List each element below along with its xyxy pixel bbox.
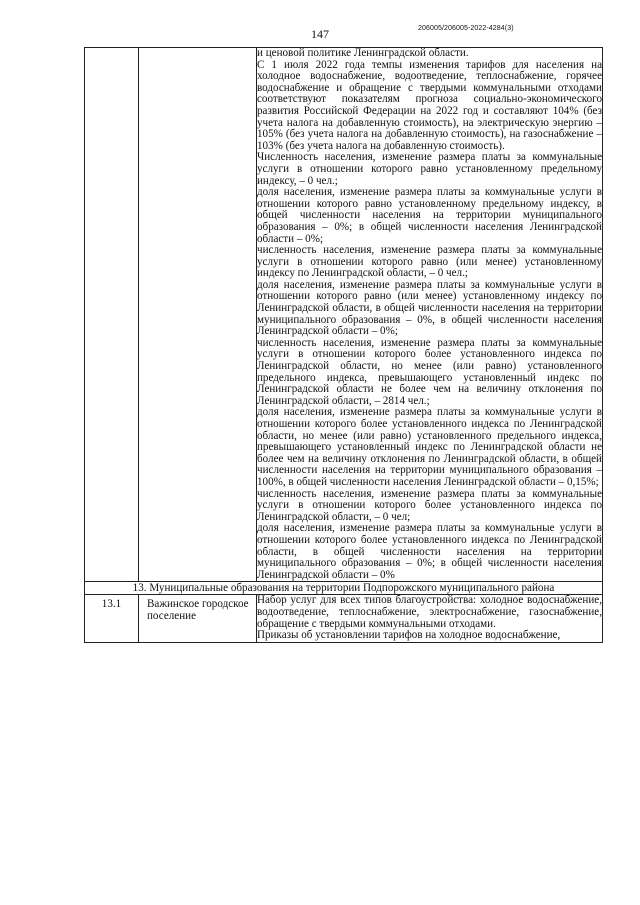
continuation-paragraph: доля населения, изменение размера платы за коммунальные услуги в отношении которого более установленного индекса по Ленинградской области, но менее (или равно) установленного предельного индекса, превышающего установленный индекс по Ленинградской области не более чем на величину отклонения по Ленинградской области, в общей численности населения на территории муниципального образования – 100%, в общей численности населения Ленинградской области – 0,15%; (257, 406, 602, 488)
table-row (85, 595, 603, 642)
row-text-cell (257, 595, 603, 642)
continuation-paragraph: численность населения, изменение размера платы за коммунальные услуги в отношении которого равно (или менее) установленному индексу по Ленинградской области, – 0 чел.; (257, 244, 602, 280)
continuation-paragraph: Численность населения, изменение размера платы за коммунальные услуги в отношении которого равно установленному предельному индексу, – 0 чел.; (257, 151, 602, 187)
row-number: 13.1 (85, 595, 139, 642)
page-number: 147 (311, 27, 329, 41)
section-header-row (85, 582, 603, 595)
continuation-paragraph: доля населения, изменение размера платы за коммунальные услуги в отношении которого равно (или менее) установленному индексу по Ленинградской области, в общей численности населения на территории муниципального образования – 0%, в общей численности населения Ленинградской области – 0%; (257, 278, 602, 338)
continuation-paragraph: С 1 июля 2022 года темпы изменения тарифов для населения на холодное водоснабжение, водоотведение, теплоснабжение, горячее водоснабжение и обращение с твердыми коммунальными отходами соответствуют показателям прогноза социально-экономического развития Российской Федерации на 2022 год и составляют 104% (без учета налога на добавленную стоимость), на электрическую энергию – 105% (без учета налога на добавленную стоимость), на газоснабжение – 103% (без учета налога на добавленную стоимость). (257, 58, 602, 152)
continuation-number-cell (85, 48, 139, 582)
continuation-paragraph: доля населения, изменение размера платы за коммунальные услуги в отношении которого более установленного индекса по Ленинградской области, в общей численности населения на территории муниципального образования – 0%; в общей численности населения Ленинградской области – 0% (257, 522, 602, 581)
section-title: 13. Муниципальные образования на территории Подпорожского муниципального района (85, 582, 603, 595)
municipality-name: Важинское городское поселение (139, 595, 257, 642)
continuation-name-cell (139, 48, 257, 582)
continuation-row (85, 48, 603, 582)
row-paragraph: Приказы об установлении тарифов на холодное водоснабжение, (257, 629, 561, 642)
continuation-paragraph: численность населения, изменение размера платы за коммунальные услуги в отношении которого более установленного индекса по Ленинградской области, – 0 чел; (257, 487, 602, 523)
continuation-paragraph: и ценовой политике Ленинградской области. (257, 47, 469, 59)
continuation-paragraph: численность населения, изменение размера платы за коммунальные услуги в отношении которого более установленного индекса по Ленинградской области, но менее (или равно) установленного предельного индекса, превышающего установленный индекс по Ленинградской области не более чем на величину отклонения по Ленинградской области, – 2814 чел.; (257, 336, 602, 407)
continuation-text-cell (257, 48, 603, 582)
row-paragraph: Набор услуг для всех типов благоустройства: холодное водоснабжение, водоотведение, теплоснабжение, электроснабжение, газоснабжение, обращение с твердыми коммунальными отходами. (257, 594, 602, 630)
tariff-table (84, 47, 603, 643)
document-id: 206005/206005-2022-4284(3) (418, 25, 514, 32)
continuation-paragraph: доля населения, изменение размера платы за коммунальные услуги в отношении которого равно установленному предельному индексу, в общей численности населения на территории муниципального образования – 0%; в общей численности населения Ленинградской области – 0%; (257, 186, 602, 245)
